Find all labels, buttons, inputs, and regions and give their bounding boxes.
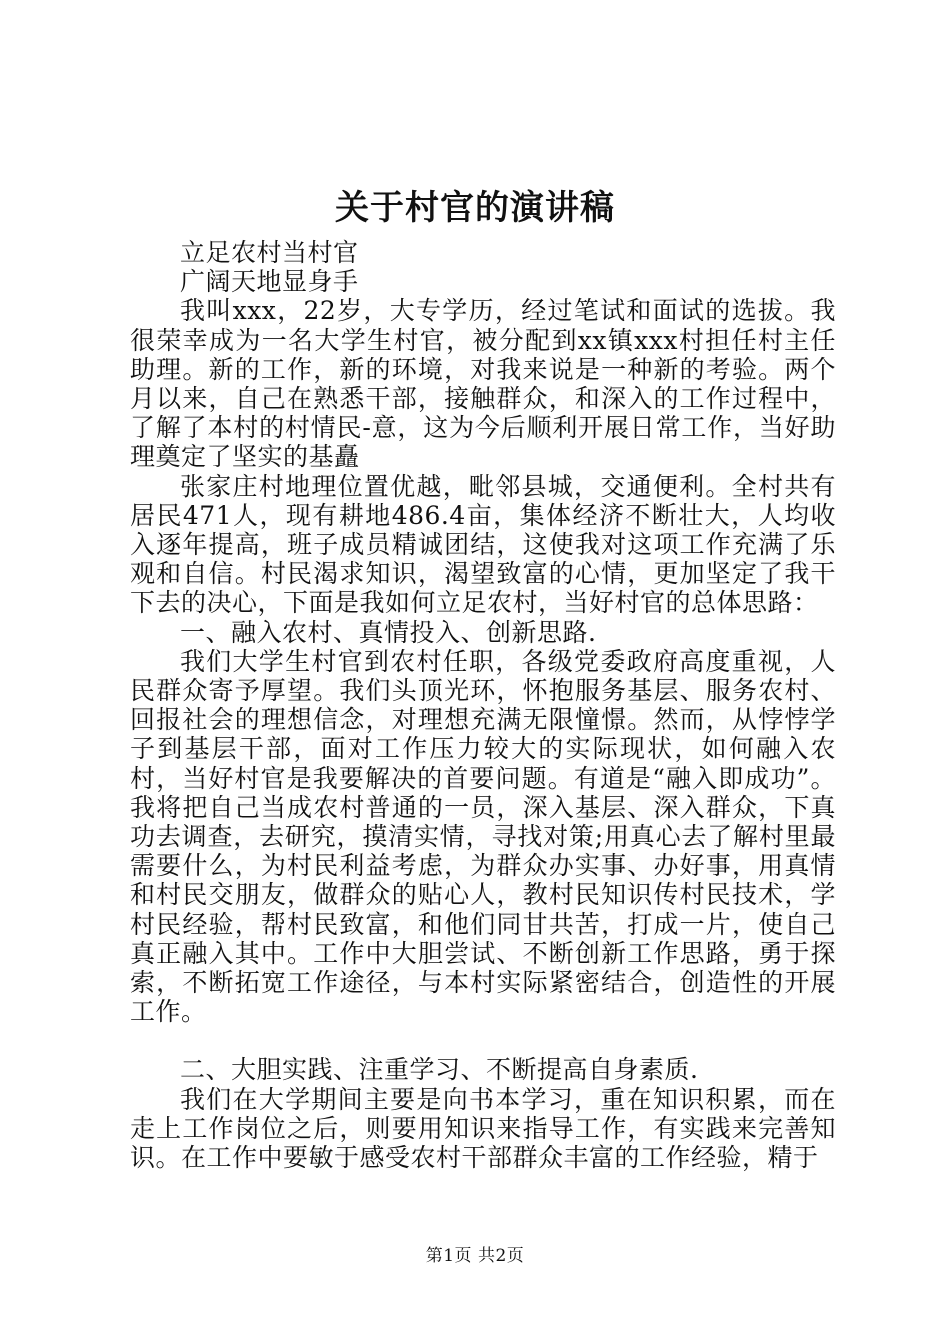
- subtitle-line-2: 广阔天地显身手: [180, 267, 359, 297]
- subtitle-line-1: 立足农村当村官: [180, 238, 359, 267]
- section-heading-2: 二、大胆实践、注重学习、不断提高自身素质.: [180, 1055, 699, 1085]
- paragraph-spacer: [130, 1026, 836, 1055]
- section-2-paragraph: 我们在大学期间主要是向书本学习，重在知识积累，而在走上工作岗位之后，则要用知识来指导工作，有实践来完善知识。在工作中要敏于感受农村干部群众丰富的工作经验，精于: [130, 1084, 836, 1173]
- page-footer: 第1页 共2页: [425, 1246, 525, 1266]
- document-title: 关于村官的演讲稿: [335, 188, 615, 228]
- section-heading-1: 一、融入农村、真情投入、创新思路.: [180, 617, 597, 647]
- intro-paragraph: 我叫xxx，22岁，大专学历，经过笔试和面试的选拔。我很荣幸成为一名大学生村官，被分配到xx镇xxx村担任村主任助理。新的工作，新的环境，对我来说是一种新的考验。两个月以来，自己在熟悉干部，接触群众，和深入的工作过程中，了解了本村的村情民-意，这为今后顺利开展日常工作，当好助理奠定了坚实的基矗: [130, 296, 836, 472]
- section-1-paragraph: 我们大学生村官到农村任职，各级党委政府高度重视，人民群众寄予厚望。我们头顶光环，怀抱服务基层、服务农村、回报社会的理想信念，对理想充满无限憧憬。然而，从悖悖学子到基层干部，面对工作压力较大的实际现状，如何融入农村，当好村官是我要解决的首要问题。有道是“融入即成功”。我将把自己当成农村普通的一员，深入基层、深入群众，下真功去调查，去研究，摸清实情，寻找对策;用真心去了解村里最需要什么，为村民利益考虑，为群众办实事、办好事，用真情和村民交朋友，做群众的贴心人，教村民知识传村民技术，学村民经验，帮村民致富，和他们同甘共苦，打成一片，使自己真正融入其中。工作中大胆尝试、不断创新工作思路，勇于探索，不断拓宽工作途径，与本村实际紧密结合，创造性的开展工作。: [130, 646, 836, 1027]
- document-body: [130, 238, 836, 1172]
- village-overview-paragraph: 张家庄村地理位置优越，毗邻县城，交通便利。全村共有居民471人，现有耕地486.4亩，集体经济不断壮大，人均收入逐年提高，班子成员精诚团结，这使我对这项工作充满了乐观和自信。村民渴求知识，渴望致富的心情，更加坚定了我干下去的决心，下面是我如何立足农村，当好村官的总体思路：: [130, 471, 836, 618]
